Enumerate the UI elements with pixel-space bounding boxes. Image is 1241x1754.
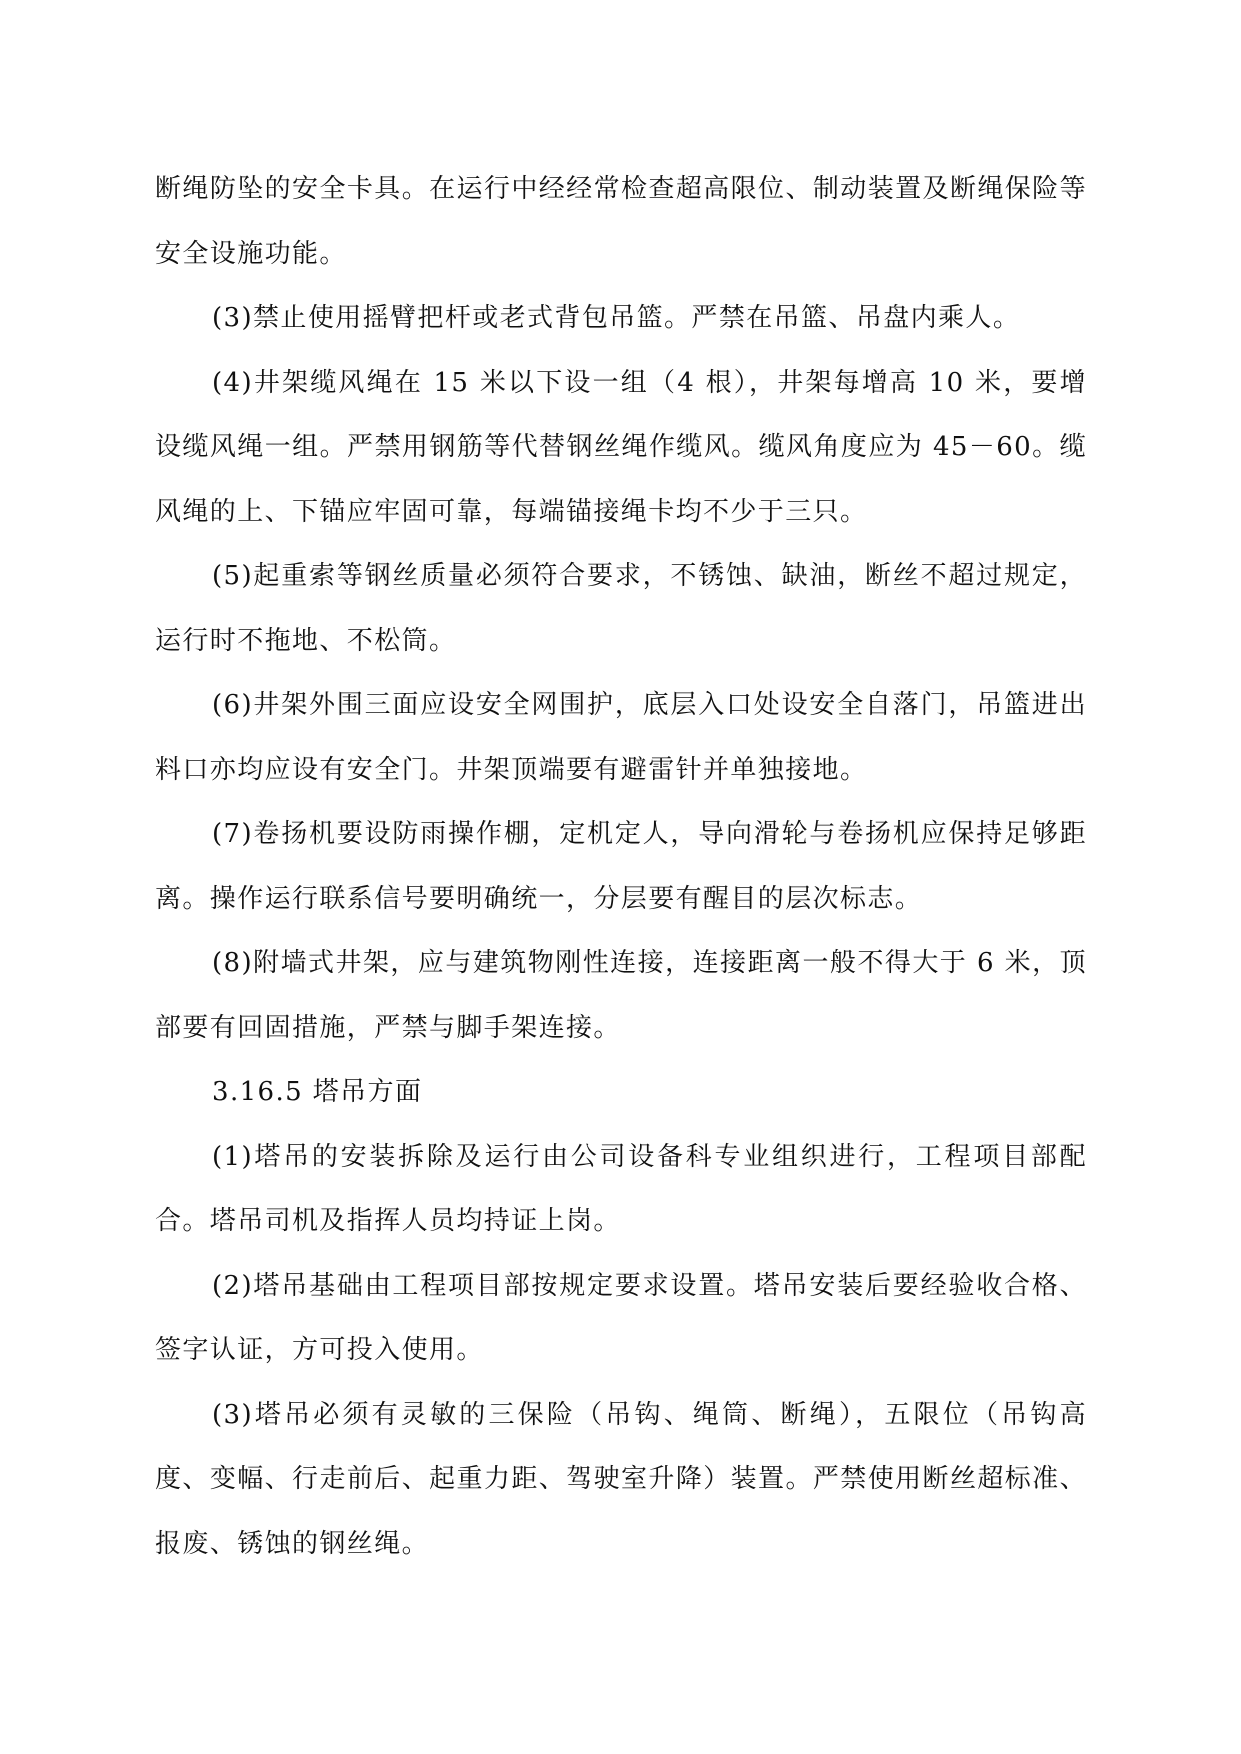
paragraph-crane-item-2: (2)塔吊基础由工程项目部按规定要求设置。塔吊安装后要经验收合格、签字认证，方可投入使用。 xyxy=(155,1270,1087,1365)
paragraph-item-6-safety-net: (6)井架外围三面应设安全网围护，底层入口处设安全自落门，吊篮进出料口亦均应设有安全门。井架顶端要有避雷针并单独接地。 xyxy=(155,690,1087,785)
paragraph-item-4-guy-ropes: (4)井架缆风绳在 15 米以下设一组（4 根），井架每增高 10 米，要增设缆风绳一组。严禁用钢筋等代替钢丝绳作缆风。缆风角度应为 45－60。缆风绳的上、下锚应牢固可靠，每端锚接绳卡均不少于三只。 xyxy=(155,367,1087,527)
paragraph-crane-item-1: (1)塔吊的安装拆除及运行由公司设备科专业组织进行，工程项目部配合。塔吊司机及指挥人员均持证上岗。 xyxy=(155,1141,1087,1236)
paragraph-item-5-wire-rope: (5)起重索等钢丝质量必须符合要求，不锈蚀、缺油，断丝不超过规定，运行时不拖地、不松筒。 xyxy=(155,561,1087,656)
paragraph-crane-item-3: (3)塔吊必须有灵敏的三保险（吊钩、绳筒、断绳），五限位（吊钩高度、变幅、行走前后、起重力距、驾驶室升降）装置。严禁使用断丝超标准、报废、锈蚀的钢丝绳。 xyxy=(155,1399,1087,1559)
paragraph-item-7-winch: (7)卷扬机要设防雨操作棚，定机定人，导向滑轮与卷扬机应保持足够距离。操作运行联系信号要明确统一，分层要有醒目的层次标志。 xyxy=(155,819,1087,914)
paragraph-continuation: 断绳防坠的安全卡具。在运行中经经常检查超高限位、制动装置及断绳保险等安全设施功能。 xyxy=(155,174,1087,269)
paragraph-item-8-wall-attached: (8)附墙式井架，应与建筑物刚性连接，连接距离一般不得大于 6 米，顶部要有回固措施，严禁与脚手架连接。 xyxy=(155,948,1087,1043)
document-body xyxy=(155,157,1087,1576)
paragraph-item-3-hoist: (3)禁止使用摇臂把杆或老式背包吊篮。严禁在吊篮、吊盘内乘人。 xyxy=(212,303,1021,333)
section-heading-tower-crane: 3.16.5 塔吊方面 xyxy=(212,1077,423,1107)
